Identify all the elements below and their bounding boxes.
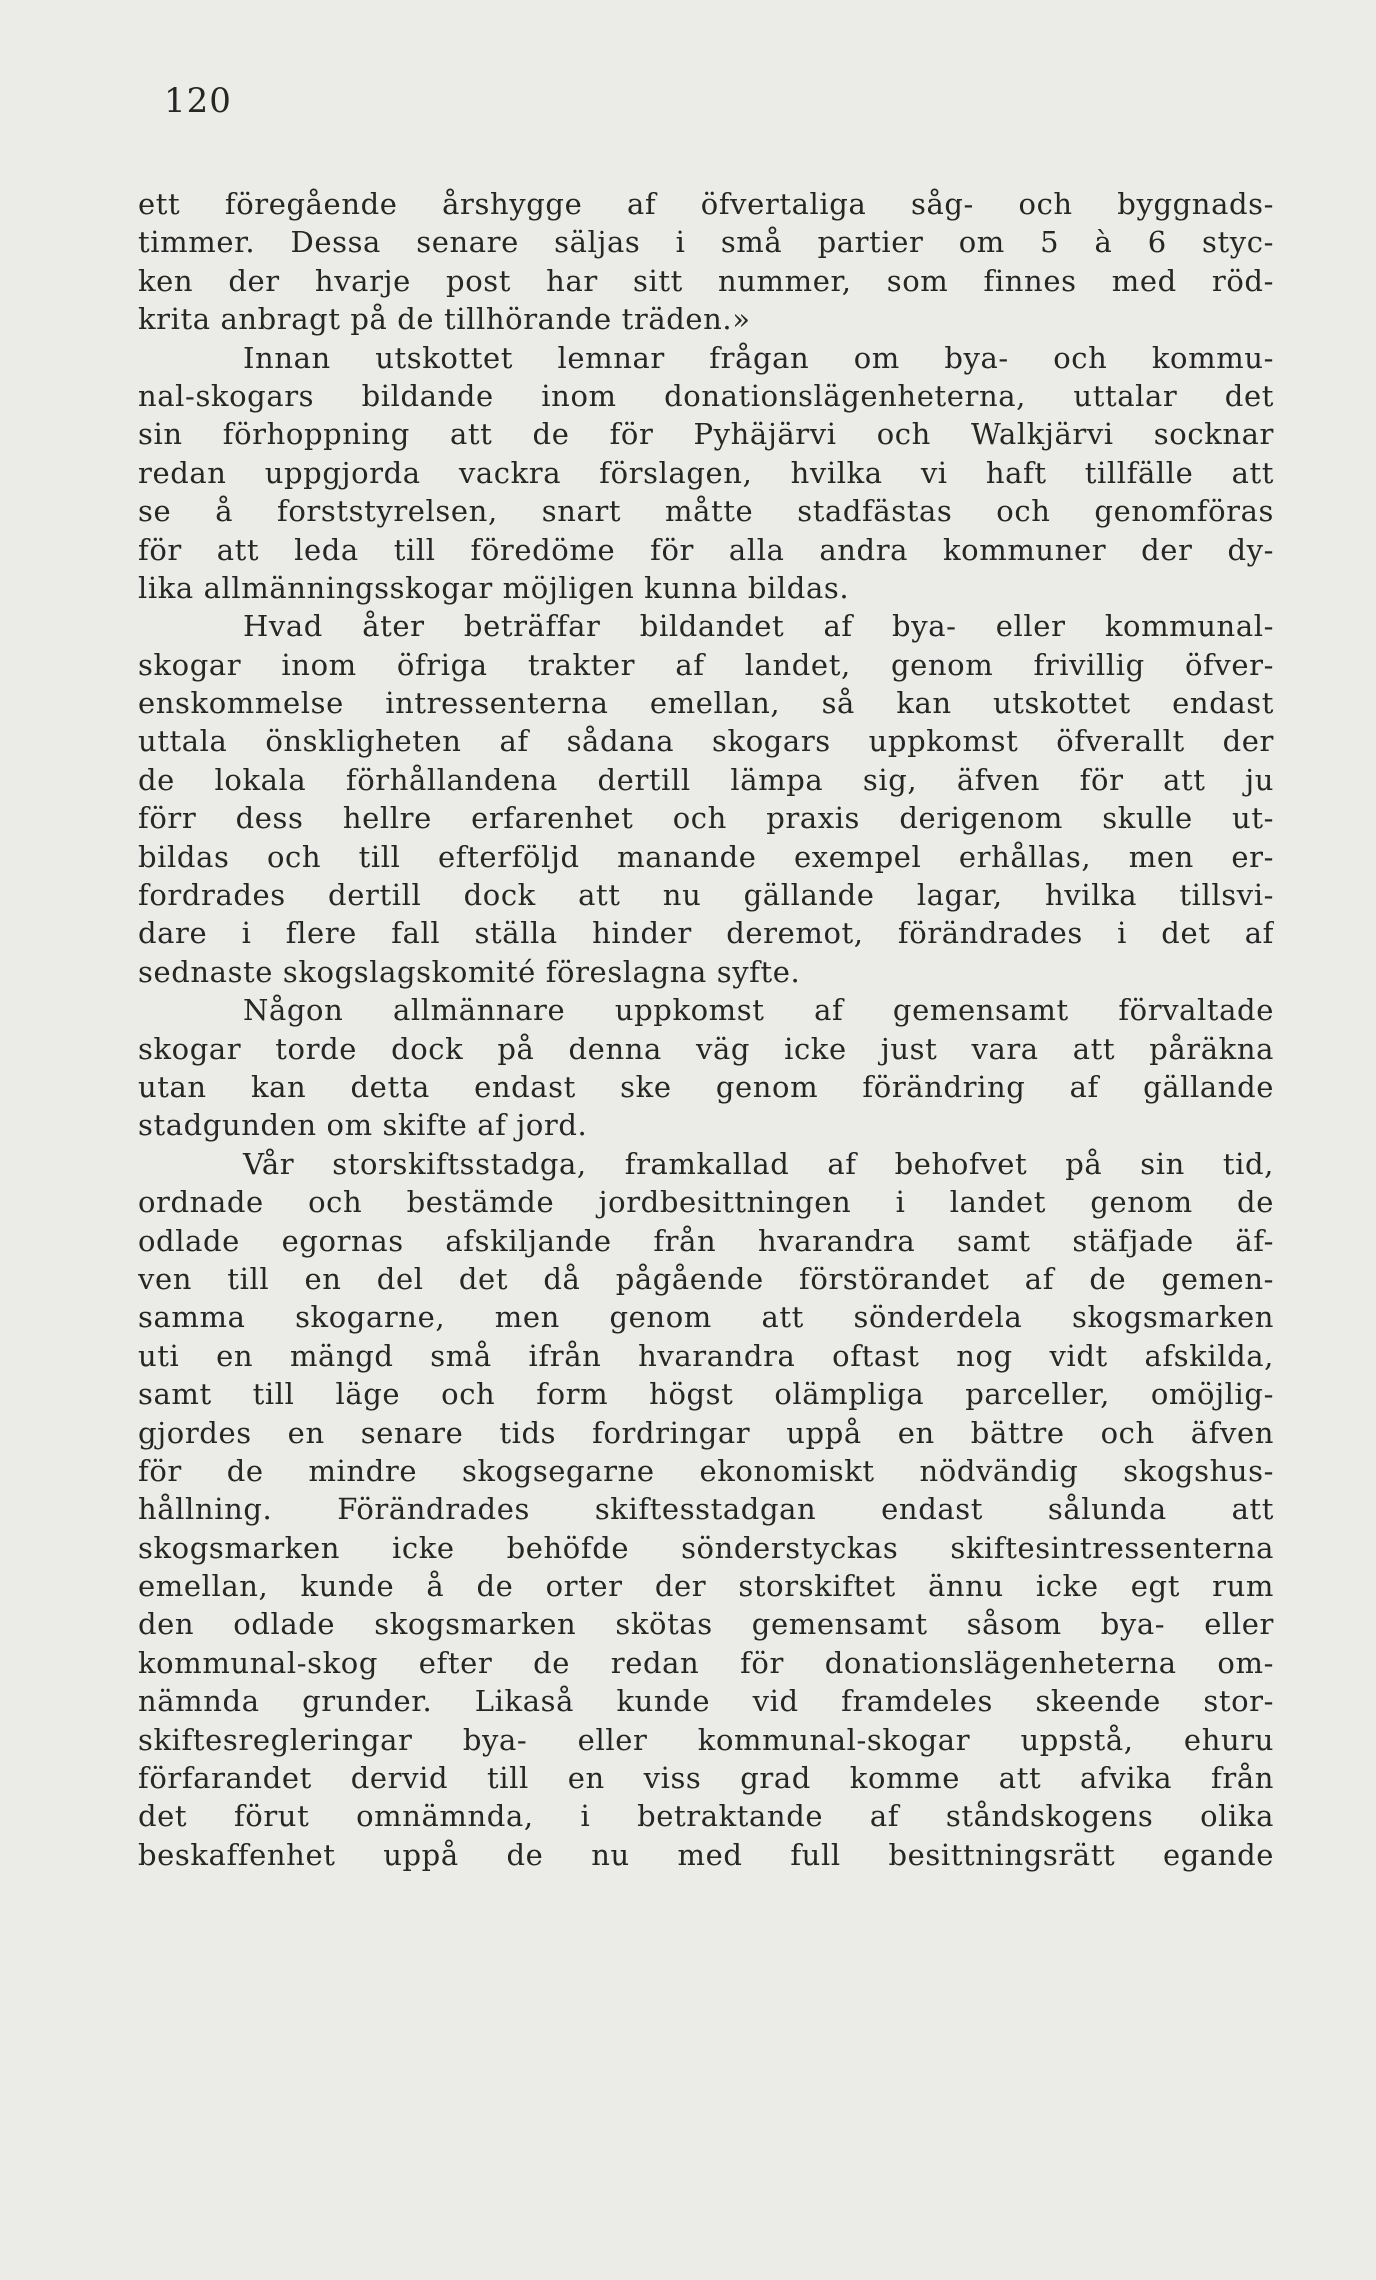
text-line: kommunal-skog efter de redan för donationslägenheterna om-: [138, 1645, 1274, 1680]
text-line: sednaste skogslagskomité föreslagna syfte.: [138, 954, 801, 989]
text-line: krita anbragt på de tillhörande träden.»: [138, 302, 751, 337]
text-line: Vår storskiftsstadga, framkallad af behofvet på sin tid,: [243, 1146, 1274, 1181]
text-line: det förut omnämnda, i betraktande af ståndskogens olika: [138, 1799, 1274, 1834]
text-line: förfarandet dervid till en viss grad komme att afvika från: [138, 1761, 1274, 1796]
text-line: skogar inom öfriga trakter af landet, genom frivillig öfver-: [138, 647, 1274, 682]
text-line: för de mindre skogsegarne ekonomiskt nödvändig skogshus-: [138, 1453, 1274, 1488]
text-line: beskaffenhet uppå de nu med full besittningsrätt egande: [138, 1837, 1274, 1872]
text-line: uttala önskligheten af sådana skogars uppkomst öfverallt der: [138, 724, 1274, 759]
text-line: samt till läge och form högst olämpliga parceller, omöjlig-: [138, 1377, 1274, 1412]
text-line: utan kan detta endast ske genom förändring af gällande: [138, 1069, 1274, 1104]
text-line: samma skogarne, men genom att sönderdela skogsmarken: [138, 1300, 1274, 1335]
text-line: ett föregående årshygge af öfvertaliga såg- och byggnads-: [138, 187, 1274, 221]
text-line: gjordes en senare tids fordringar uppå en bättre och äfven: [138, 1415, 1274, 1450]
page-number: 120: [164, 81, 232, 121]
text-line: de lokala förhållandena dertill lämpa sig, äfven för att ju: [138, 762, 1274, 797]
text-line: ken der hvarje post har sitt nummer, som finnes med röd-: [138, 263, 1274, 298]
text-line: dare i flere fall ställa hinder deremot, förändrades i det af: [138, 916, 1274, 951]
text-line: timmer. Dessa senare säljas i små partier om 5 à 6 styc-: [138, 225, 1274, 260]
text-line: nal-skogars bildande inom donationslägenheterna, uttalar det: [138, 378, 1274, 413]
text-line: förr dess hellre erfarenhet och praxis derigenom skulle ut-: [138, 801, 1274, 836]
text-line: ordnade och bestämde jordbesittningen i landet genom de: [138, 1185, 1274, 1220]
text-line: fordrades dertill dock att nu gällande lagar, hvilka tillsvi-: [138, 878, 1274, 913]
text-line: skiftesregleringar bya- eller kommunal-skogar uppstå, ehuru: [138, 1722, 1274, 1757]
text-line: odlade egornas afskiljande från hvarandra samt stäfjade äf-: [138, 1223, 1274, 1258]
text-line: bildas och till efterföljd manande exempel erhållas, men er-: [138, 839, 1274, 874]
text-line: lika allmänningsskogar möjligen kunna bildas.: [138, 570, 850, 605]
text-line: skogar torde dock på denna väg icke just vara att påräkna: [138, 1031, 1274, 1066]
text-line: den odlade skogsmarken skötas gemensamt såsom bya- eller: [138, 1607, 1274, 1642]
text-line: uti en mängd små ifrån hvarandra oftast nog vidt afskilda,: [138, 1338, 1274, 1373]
text-line: redan uppgjorda vackra förslagen, hvilka vi haft tillfälle att: [138, 455, 1274, 490]
text-line: emellan, kunde å de orter der storskiftet ännu icke egt rum: [138, 1569, 1274, 1604]
text-line: Innan utskottet lemnar frågan om bya- och kommu-: [243, 340, 1274, 375]
text-line: enskommelse intressenterna emellan, så kan utskottet endast: [138, 686, 1274, 721]
text-line: skogsmarken icke behöfde sönderstyckas skiftesintressenterna: [138, 1530, 1274, 1565]
text-line: Hvad åter beträffar bildandet af bya- eller kommunal-: [243, 609, 1274, 644]
text-line: nämnda grunder. Likaså kunde vid framdeles skeende stor-: [138, 1684, 1274, 1719]
text-line: sin förhoppning att de för Pyhäjärvi och Walkjärvi socknar: [138, 417, 1274, 452]
text-line: ven till en del det då pågående förstörandet af de gemen-: [138, 1261, 1274, 1296]
text-line: för att leda till föredöme för alla andra kommuner der dy-: [138, 532, 1274, 567]
text-line: hållning. Förändrades skiftesstadgan endast sålunda att: [138, 1492, 1274, 1527]
body-text: [138, 185, 1274, 1874]
text-line: se å forststyrelsen, snart måtte stadfästas och genomföras: [138, 494, 1274, 529]
text-line: Någon allmännare uppkomst af gemensamt förvaltade: [243, 993, 1274, 1028]
text-line: stadgunden om skifte af jord.: [138, 1108, 588, 1143]
